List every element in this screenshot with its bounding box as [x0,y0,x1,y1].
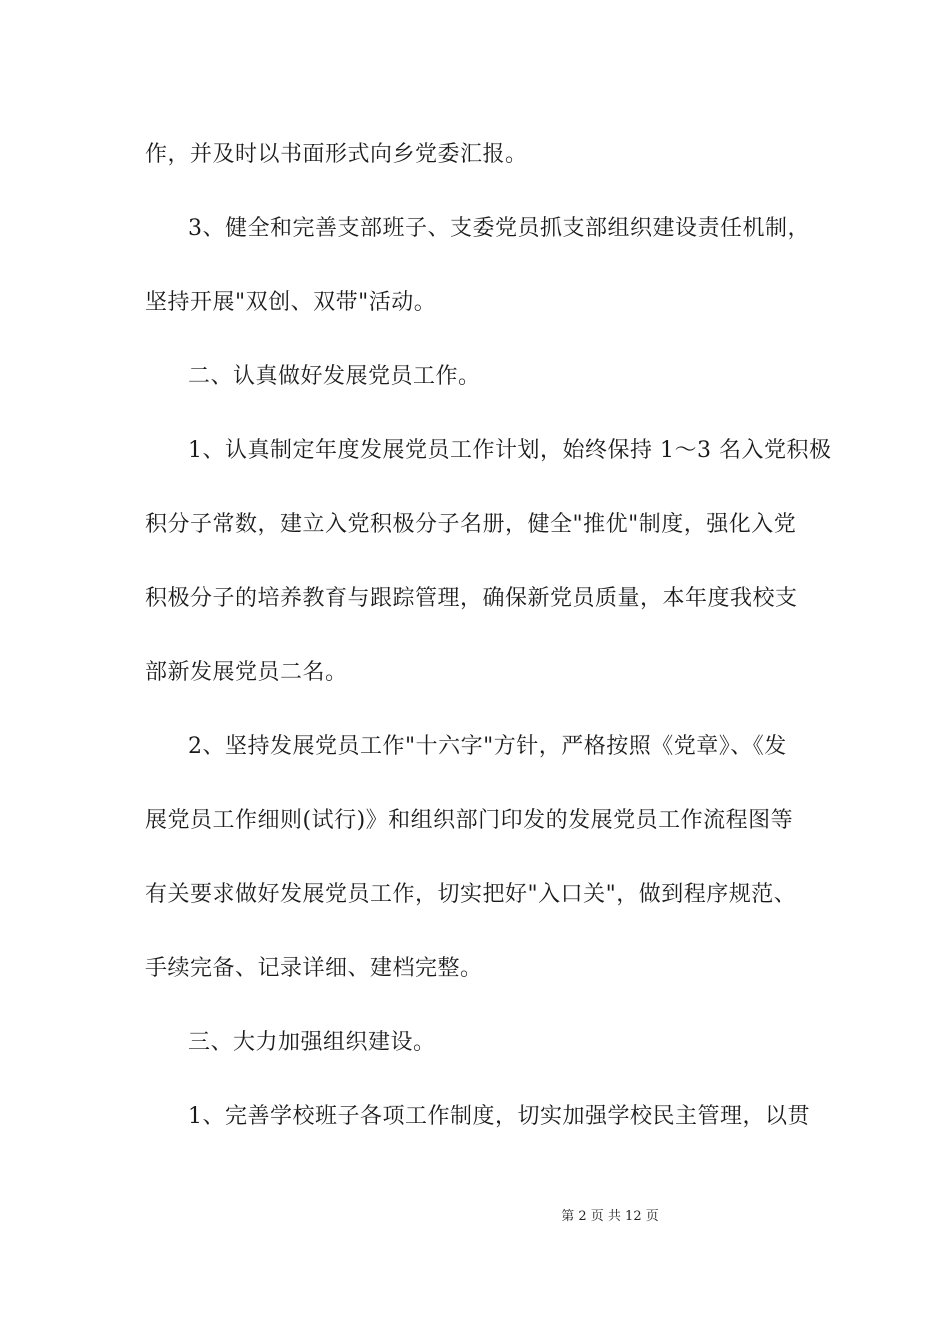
text-line: 部新发展党员二名。 [145,660,348,685]
text-line: 3、健全和完善支部班子、支委党员抓支部组织建设责任机制， [188,216,810,241]
section-heading: 三、大力加强组织建设。 [188,1030,436,1055]
text-line: 坚持开展"双创、双带"活动。 [145,290,437,315]
section-heading: 二、认真做好发展党员工作。 [188,364,481,389]
text-line: 积分子常数，建立入党积极分子名册，健全"推优"制度，强化入党 [145,512,797,537]
text-line: 1、认真制定年度发展党员工作计划，始终保持 1～3 名入党积极 [188,438,832,463]
page-footer: 第 2 页 共 12 页 [561,1209,659,1224]
text-line: 有关要求做好发展党员工作，切实把好"入口关"，做到程序规范、 [145,882,797,907]
text-line: 手续完备、记录详细、建档完整。 [145,956,483,981]
text-line: 1、完善学校班子各项工作制度，切实加强学校民主管理，以贯 [188,1104,810,1129]
text-line: 展党员工作细则(试行)》和组织部门印发的发展党员工作流程图等 [145,808,794,833]
text-line: 积极分子的培养教育与跟踪管理，确保新党员质量，本年度我校支 [145,586,798,611]
text-line: 2、坚持发展党员工作"十六字"方针，严格按照《党章》、《发 [188,734,787,759]
text-line: 作，并及时以书面形式向乡党委汇报。 [145,142,528,167]
